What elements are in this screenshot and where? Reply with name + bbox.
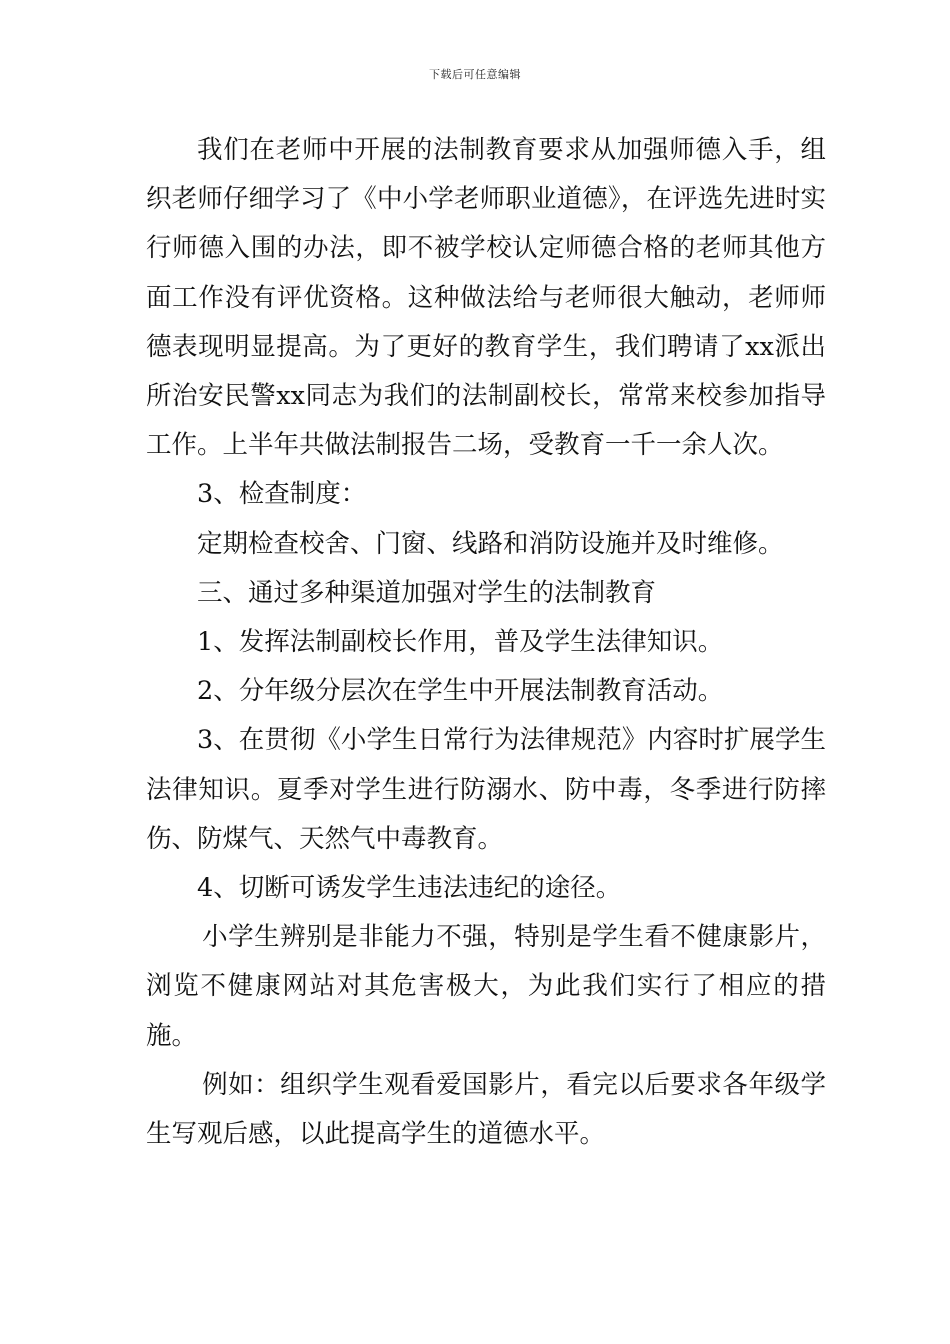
document-body	[146, 126, 826, 1159]
section-heading-legal-education: 三、通过多种渠道加强对学生的法制教育	[197, 577, 657, 608]
paragraph-item-1: 1、发挥法制副校长作用，普及学生法律知识。	[197, 627, 724, 658]
paragraph-inspection-detail: 定期检查校舍、门窗、线路和消防设施并及时维修。	[197, 528, 784, 559]
paragraph-item-2: 2、分年级分层次在学生中开展法制教育活动。	[197, 676, 724, 707]
paragraph-item-4: 4、切断可诱发学生违法违纪的途径。	[197, 873, 622, 904]
paragraph-teacher-ethics: 我们在老师中开展的法制教育要求从加强师德入手，组织老师仔细学习了《中小学老师职业道德》，在评选先进时实行师德入围的办法，即不被学校认定师德合格的老师其他方面工作没有评优资格。这种做法给与老师很大触动，老师师德表现明显提高。为了更好的教育学生，我们聘请了xx派出所治安民警xx同志为我们的法制副校长，常常来校参加指导工作。上半年共做法制报告二场，受教育一千一余人次。	[146, 135, 826, 461]
paragraph-example: 例如：组织学生观看爱国影片，看完以后要求各年级学生写观后感，以此提高学生的道德水平。	[146, 1069, 826, 1150]
paragraph-item-3: 3、在贯彻《小学生日常行为法律规范》内容时扩展学生法律知识。夏季对学生进行防溺水、防中毒，冬季进行防摔伤、防煤气、天然气中毒教育。	[146, 725, 826, 854]
page-header-note: 下载后可任意编辑	[429, 68, 521, 81]
paragraph-harmful-content: 小学生辨别是非能力不强，特别是学生看不健康影片，浏览不健康网站对其危害极大，为此我们实行了相应的措施。	[146, 922, 826, 1051]
paragraph-inspection-heading: 3、检查制度：	[197, 479, 367, 510]
